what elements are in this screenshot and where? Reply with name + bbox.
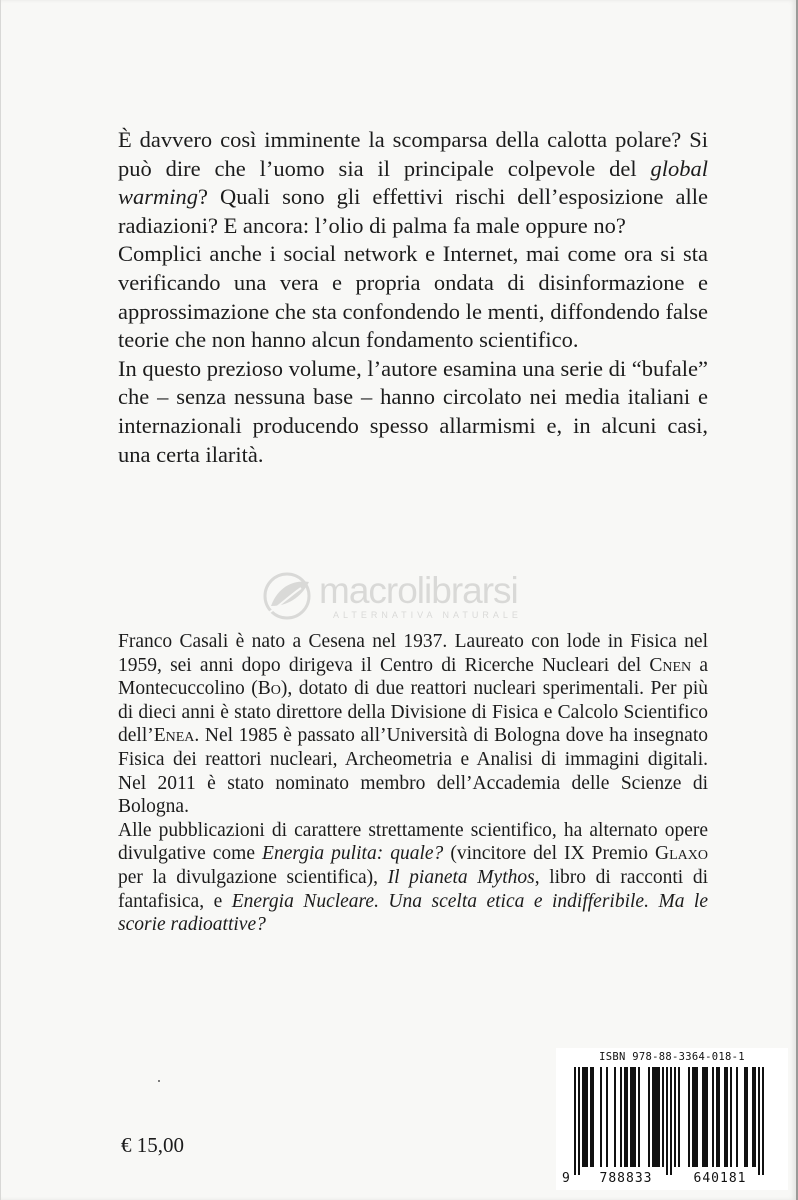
isbn-digits [556, 1171, 788, 1190]
isbn-digits-left: 788833 [599, 1171, 653, 1186]
barcode-bar [718, 1067, 720, 1167]
barcode-bar [626, 1067, 628, 1167]
barcode-guard-bar [666, 1067, 668, 1175]
leaf-logo-icon [257, 570, 317, 624]
barcode-bar [606, 1067, 608, 1167]
barcode-bar [656, 1067, 658, 1167]
watermark-tagline: ALTERNATIVA NATURALE [333, 610, 522, 620]
barcode-bar [624, 1067, 626, 1167]
isbn-digit-first: 9 [562, 1171, 571, 1186]
bio-paragraph-2: Alle pubblicazioni di carattere strettamente scientifico, ha alternato opere divulgative come Energia pulita: quale? (vincitore del IX Premio Glaxo per la divulgazione scientifica), Il pianeta Mythos, libro di racconti di fantafisica, e Energia Nucleare. Una scelta etica e indifferibile. Ma le scorie radioattive? [118, 819, 709, 936]
barcode-guard-bar [670, 1067, 672, 1175]
barcode-bars [556, 1067, 788, 1175]
author-bio [118, 630, 708, 937]
isbn-label: ISBN 978-88-3364-018-1 [599, 1051, 745, 1063]
barcode-bar [582, 1067, 584, 1167]
publisher-watermark [257, 570, 567, 624]
barcode-bar [584, 1067, 586, 1167]
barcode-bar [754, 1067, 756, 1167]
blurb-text [118, 126, 708, 469]
blurb-paragraph-1: È davvero così imminente la scomparsa della calotta polare? Si può dire che l’uomo sia il principale colpevole del global warming? Quali sono gli effettivi rischi dell’esposizione alle radiazioni? E ancora: l’olio di palma fa male oppure no? [118, 127, 708, 238]
blurb-paragraph-3: In questo prezioso volume, l’autore esamina una serie di “bufale” che – senza nessuna base – hanno circolato nei media italiani e internazionali producendo spesso allarmismi e, in alcuni casi, una certa ilarità. [118, 355, 708, 467]
barcode-bar [620, 1067, 622, 1167]
barcode-bar [726, 1067, 728, 1167]
barcode-guard-bar [762, 1067, 764, 1175]
barcode-bar [652, 1067, 654, 1167]
isbn-digits-right: 640181 [693, 1171, 747, 1186]
barcode-bar [730, 1067, 732, 1167]
barcode-bar [746, 1067, 748, 1167]
barcode-bar [736, 1067, 738, 1167]
barcode-bar [712, 1067, 714, 1167]
barcode-bar [600, 1067, 602, 1167]
barcode-bar [662, 1067, 664, 1167]
barcode-bar [678, 1067, 680, 1167]
barcode-bar [688, 1067, 690, 1167]
barcode-bar [632, 1067, 634, 1167]
barcode-bar [648, 1067, 650, 1167]
barcode-bar [658, 1067, 660, 1167]
watermark-name: macrolibrarsi [319, 570, 518, 611]
barcode-bar [704, 1067, 706, 1167]
barcode-bar [592, 1067, 594, 1167]
barcode-bar [716, 1067, 718, 1167]
barcode-bar [692, 1067, 694, 1167]
barcode-bar [724, 1067, 726, 1167]
barcode-bar [674, 1067, 676, 1167]
bio-paragraph-1: Franco Casali è nato a Cesena nel 1937. Laureato con lode in Fisica nel 1959, sei anni dopo dirigeva il Centro di Ricerche Nucleari del Cnen a Montecuccolino (Bo), dotato di due reattori nucleari sperimentali. Per più di dieci anni è stato direttore della Divisione di Fisica e Calcolo Scientifico dell’Enea. Nel 1985 è passato all’Università di Bologna dove ha insegnato Fisica dei reattori nucleari, Archeometria e Analisi di immagini digitali. Nel 2011 è stato nominato membro dell’Accademia delle Scienze di Bologna. [118, 631, 708, 818]
barcode-bar [696, 1067, 698, 1167]
barcode-guard-bar [574, 1067, 576, 1175]
barcode-bar [590, 1067, 592, 1167]
barcode-bar [614, 1067, 616, 1167]
barcode-bar [586, 1067, 588, 1167]
barcode-bar [744, 1067, 746, 1167]
barcode-guard-bar [578, 1067, 580, 1175]
barcode-bar [630, 1067, 632, 1167]
barcode-bar [634, 1067, 636, 1167]
barcode-guard-bar [758, 1067, 760, 1175]
barcode-bar [638, 1067, 640, 1167]
print-speck [158, 1080, 160, 1082]
barcode-bar [706, 1067, 708, 1167]
blurb-paragraph-2: Complici anche i social network e Internet, mai come ora si sta verificando una vera e propria ondata di disinformazione e approssimazione che sta confondendo le menti, diffondendo false teorie che non hanno alcun fondamento scientifico. [118, 241, 708, 353]
price-label: € 15,00 [121, 1133, 184, 1157]
barcode-bar [752, 1067, 754, 1167]
barcode-bar [702, 1067, 704, 1167]
barcode-bar [694, 1067, 696, 1167]
isbn-barcode [556, 1048, 788, 1190]
barcode-bar [654, 1067, 656, 1167]
